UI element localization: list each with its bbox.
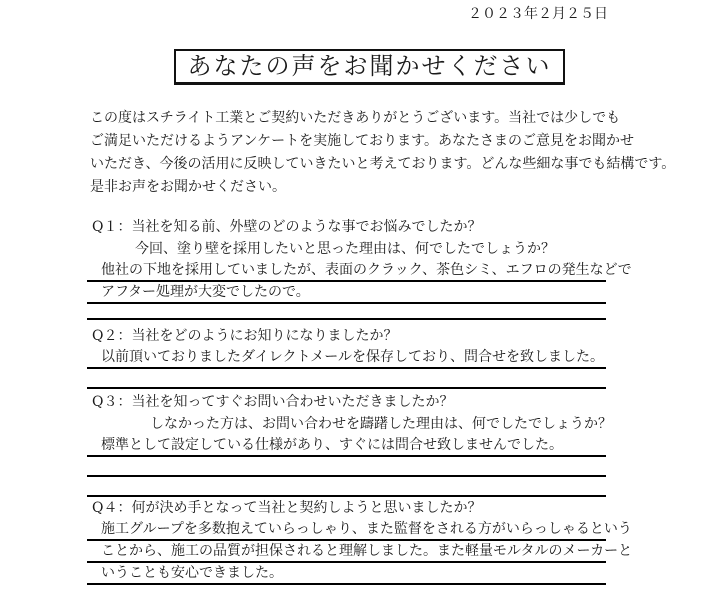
- answer-line: 標準として設定している仕様があり、すぐには問合せ致しませんでした。: [87, 435, 606, 457]
- question-number: Q２：: [92, 328, 132, 344]
- question-line: [87, 325, 606, 347]
- answer-line: ことから、施工の品質が担保されると理解しました。また軽量モルタルのメーカーと: [87, 541, 606, 563]
- question-text: 何が決め手となって当社と契約しようと思いましたか？: [131, 500, 482, 516]
- question-subline: しなかった方は、お問い合わせを躊躇した理由は、何でしたでしょうか？: [150, 416, 612, 432]
- document-date: ２０２３年２月２５日: [468, 6, 608, 22]
- question-text: 当社を知る前、外壁のどのような事でお悩みでしたか？: [131, 219, 482, 235]
- answer-blank-line: [87, 369, 606, 389]
- question-number: Q４：: [92, 500, 132, 516]
- question-subline: 今回、塗り壁を採用したいと思った理由は、何でしたでしょうか？: [135, 241, 555, 257]
- question-text: 当社を知ってすぐお問い合わせいただきましたか？: [131, 394, 454, 410]
- intro-line: この度はスチライト工業とご契約いただきありがとうございます。当社では少しでも: [90, 110, 621, 126]
- question-number: Q１：: [92, 219, 132, 235]
- intro-line: 是非お声をお聞かせください。: [90, 179, 286, 195]
- answer-line: 施工グループを多数抱えていらっしゃり、また監督をされる方がいらっしゃるという: [87, 519, 606, 541]
- answer-line: アフター処理が大変でしたので。: [87, 282, 606, 304]
- answer-line: いうことも安心できました。: [87, 563, 606, 585]
- answer-line: 他社の下地を採用していましたが、表面のクラック、茶色シミ、エフロの発生などで: [87, 260, 606, 282]
- intro-line: いただき、今後の活用に反映していきたいと考えております。どんな些細な事でも結構です。: [90, 156, 676, 172]
- question-line: [87, 391, 606, 413]
- page-title: あなたの声をお聞かせください: [187, 52, 552, 80]
- answer-blank-line: [87, 304, 606, 320]
- question-number: Q３：: [92, 394, 132, 410]
- answer-blank-line: [87, 477, 606, 497]
- question-line: [87, 216, 606, 238]
- answer-line: 以前頂いておりましたダイレクトメールを保存しており、問合せを致しました。: [87, 347, 606, 369]
- answer-blank-line: [87, 457, 606, 477]
- question-section-q1: [87, 216, 632, 320]
- question-text: 当社をどのようにお知りになりましたか？: [131, 328, 398, 344]
- question-section-q3: [87, 391, 612, 497]
- question-section-q4: [87, 497, 633, 585]
- intro-line: ご満足いただけるようアンケートを実施しております。あなたさまのご意見をお聞かせ: [90, 133, 635, 149]
- intro-paragraph: [90, 107, 676, 199]
- question-section-q2: [87, 325, 606, 389]
- question-line: [87, 497, 606, 519]
- title-box: [174, 49, 565, 85]
